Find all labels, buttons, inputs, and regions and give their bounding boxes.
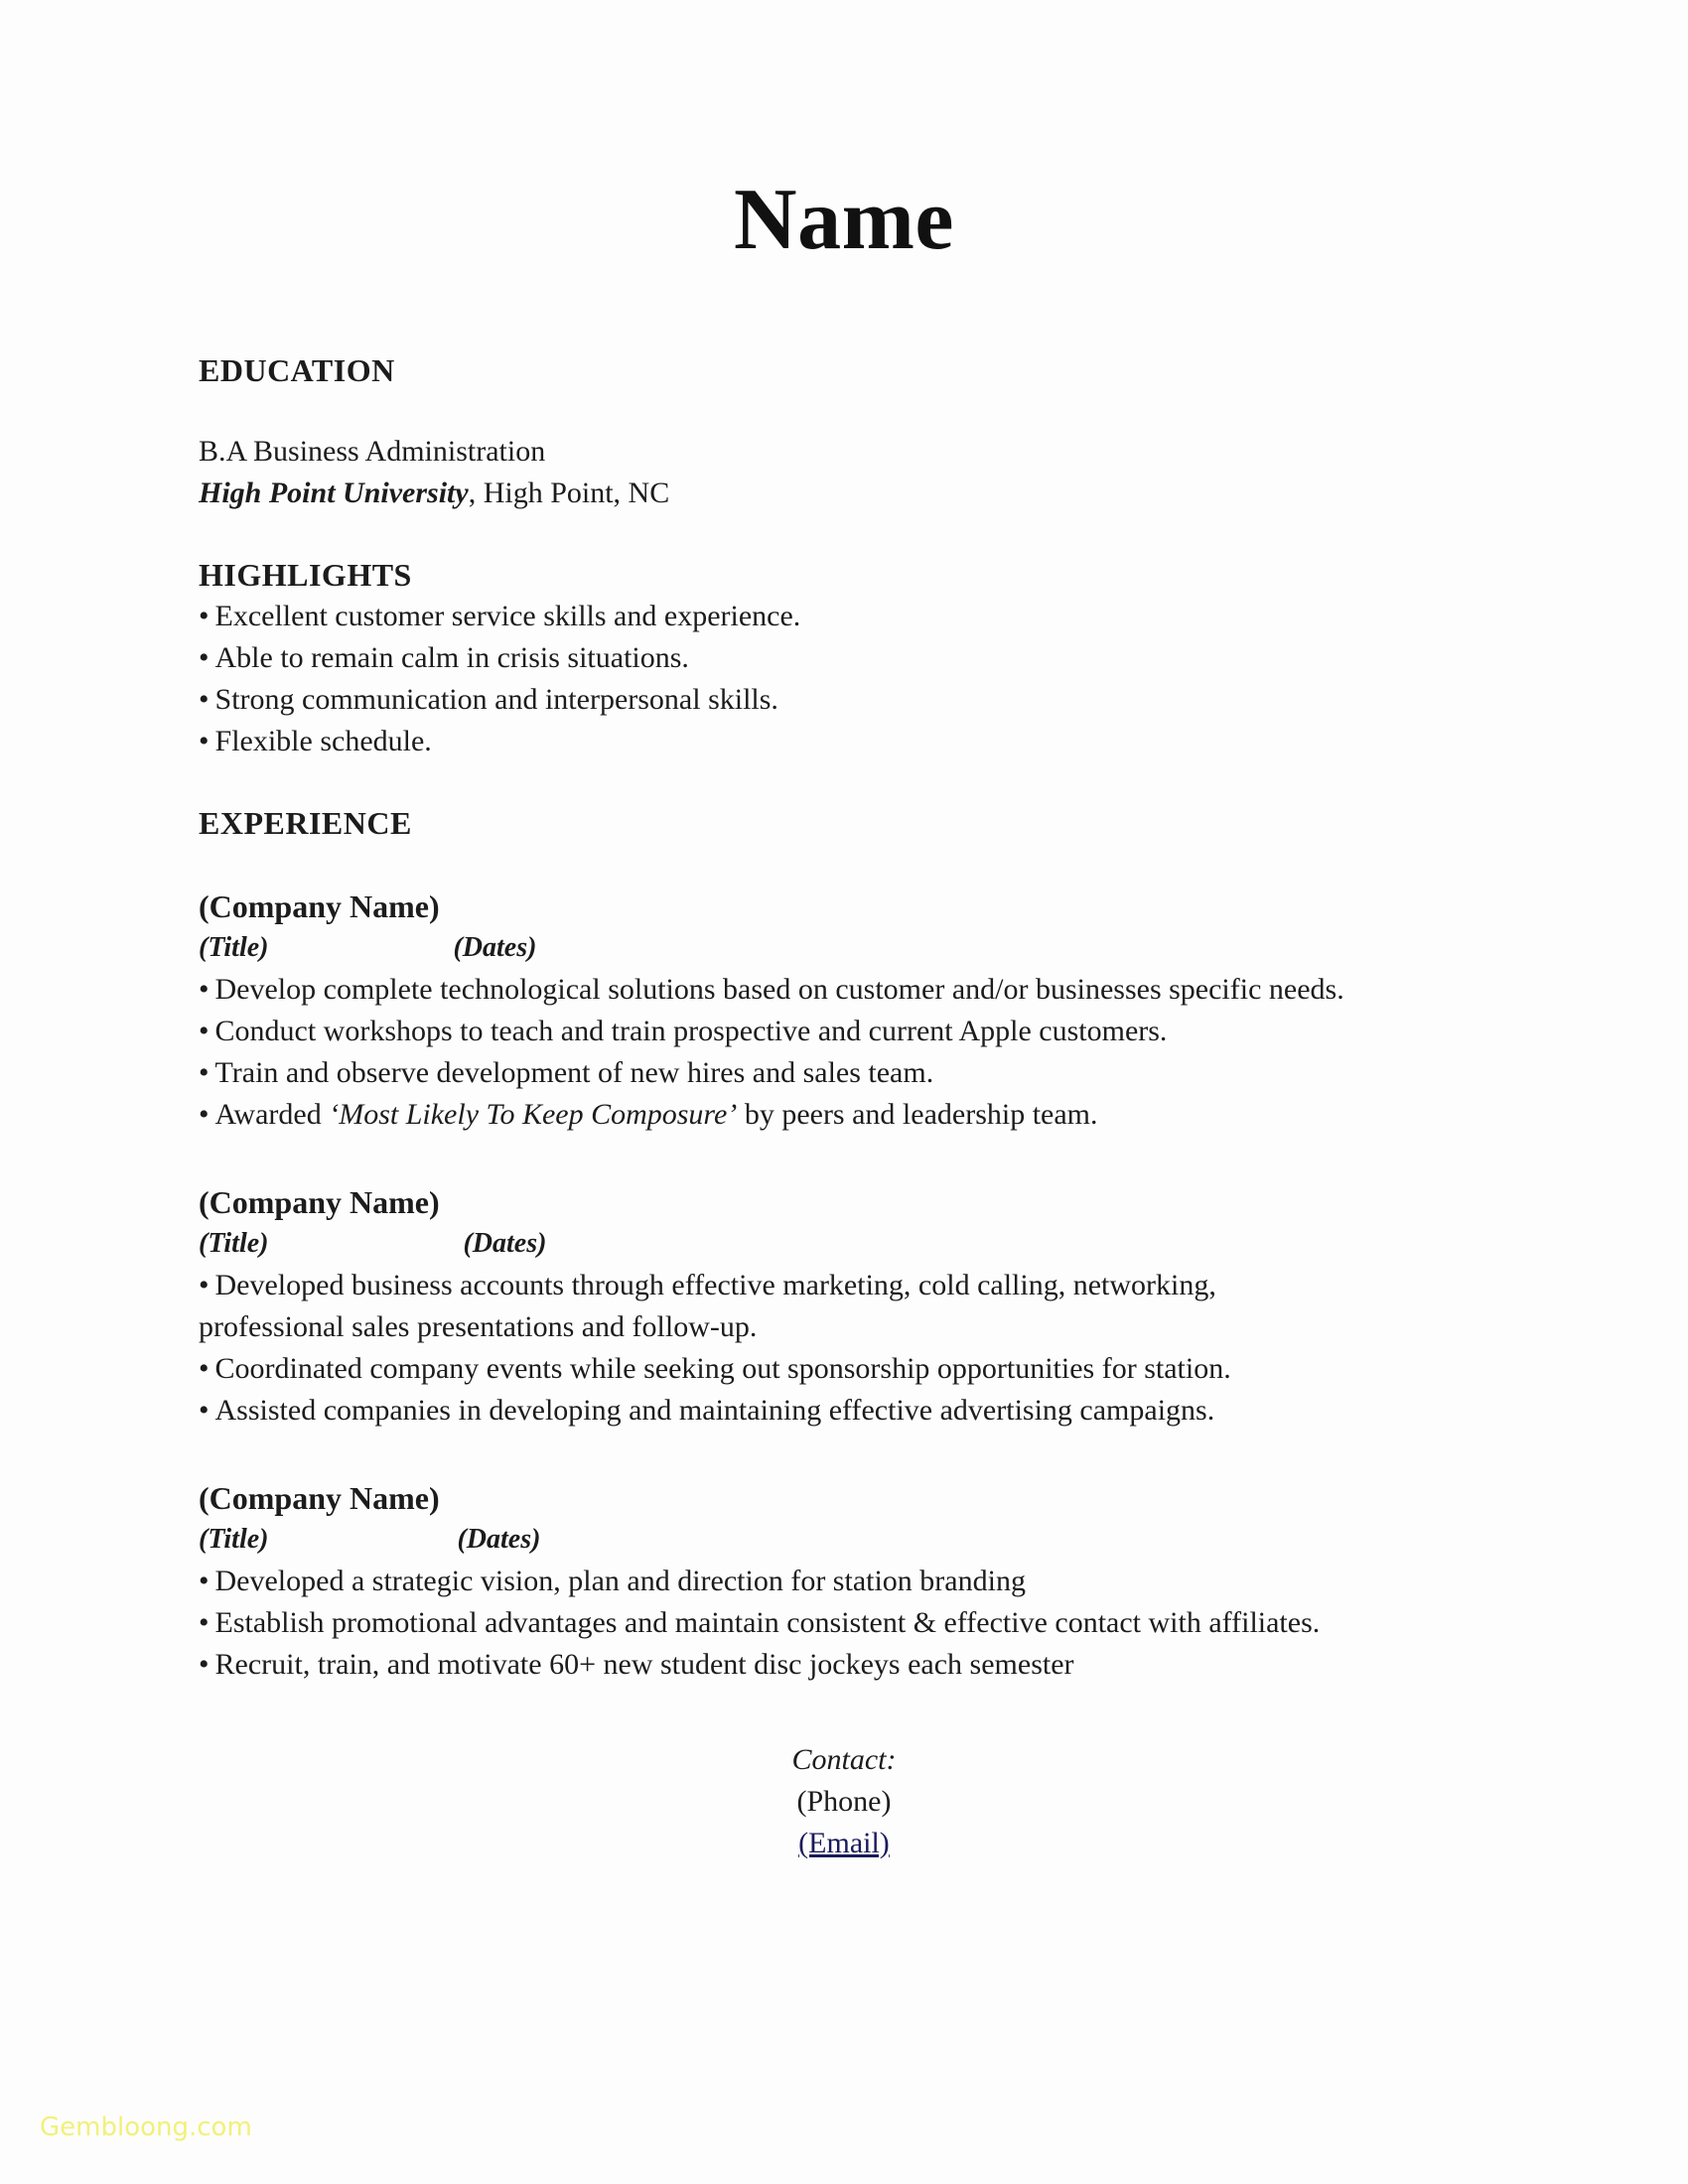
- job-bullet: • Developed a strategic vision, plan and direction for station branding: [199, 1561, 1509, 1602]
- award-prefix: Awarded: [214, 1098, 330, 1131]
- contact-email-link[interactable]: (Email): [798, 1827, 890, 1859]
- job-bullet: • Assisted companies in developing and maintaining effective advertising campaigns.: [199, 1390, 1509, 1432]
- education-location: , High Point, NC: [468, 477, 670, 509]
- experience-heading: EXPERIENCE: [199, 805, 412, 841]
- award-name: ‘Most Likely To Keep Composure’: [329, 1098, 738, 1131]
- job-dates: (Dates): [453, 932, 537, 963]
- job-award-bullet: [199, 1094, 1509, 1136]
- highlight-item: • Strong communication and interpersonal skills.: [199, 679, 1509, 721]
- job-bullet: • Establish promotional advantages and maintain consistent & effective contact with affiliates.: [199, 1602, 1509, 1644]
- job-title: (Title): [199, 1524, 269, 1555]
- job-dates: (Dates): [457, 1524, 541, 1555]
- job-bullet-continuation: professional sales presentations and follow-up.: [199, 1310, 758, 1343]
- job-title: (Title): [199, 932, 269, 963]
- watermark: Gembloong.com: [40, 2113, 252, 2142]
- contact-phone: (Phone): [796, 1785, 892, 1818]
- highlight-item: • Able to remain calm in crisis situations.: [199, 637, 1509, 679]
- job-bullet: • Developed business accounts through effective marketing, cold calling, networking,: [199, 1265, 1509, 1306]
- contact-label: Contact:: [791, 1743, 897, 1776]
- job-title-row: [199, 1519, 1509, 1561]
- education-degree: B.A Business Administration: [199, 435, 546, 468]
- award-suffix: by peers and leadership team.: [737, 1098, 1098, 1131]
- resume-name: Name: [734, 172, 954, 268]
- highlight-item: • Excellent customer service skills and experience.: [199, 596, 1509, 637]
- education-school: [199, 473, 1509, 514]
- job-title-row: [199, 1223, 1509, 1265]
- contact-block: [0, 1739, 1688, 1864]
- education-heading: EDUCATION: [199, 352, 395, 388]
- job-company: (Company Name): [199, 888, 440, 924]
- job-company: (Company Name): [199, 1480, 440, 1516]
- job-title-row: [199, 927, 1509, 969]
- job-bullet: • Develop complete technological solutions based on customer and/or businesses specific needs.: [199, 969, 1509, 1011]
- education-university: High Point University: [199, 477, 469, 509]
- highlights-heading: HIGHLIGHTS: [199, 557, 412, 593]
- job-bullet: • Train and observe development of new hires and sales team.: [199, 1052, 1509, 1094]
- resume-body: [199, 349, 1509, 1686]
- highlight-item: • Flexible schedule.: [199, 721, 1509, 762]
- job-dates: (Dates): [463, 1228, 547, 1259]
- job-company: (Company Name): [199, 1184, 440, 1220]
- job-bullet: • Conduct workshops to teach and train prospective and current Apple customers.: [199, 1011, 1509, 1052]
- job-bullet: • Recruit, train, and motivate 60+ new student disc jockeys each semester: [199, 1644, 1509, 1686]
- job-title: (Title): [199, 1228, 269, 1259]
- job-bullet: • Coordinated company events while seeking out sponsorship opportunities for station.: [199, 1348, 1509, 1390]
